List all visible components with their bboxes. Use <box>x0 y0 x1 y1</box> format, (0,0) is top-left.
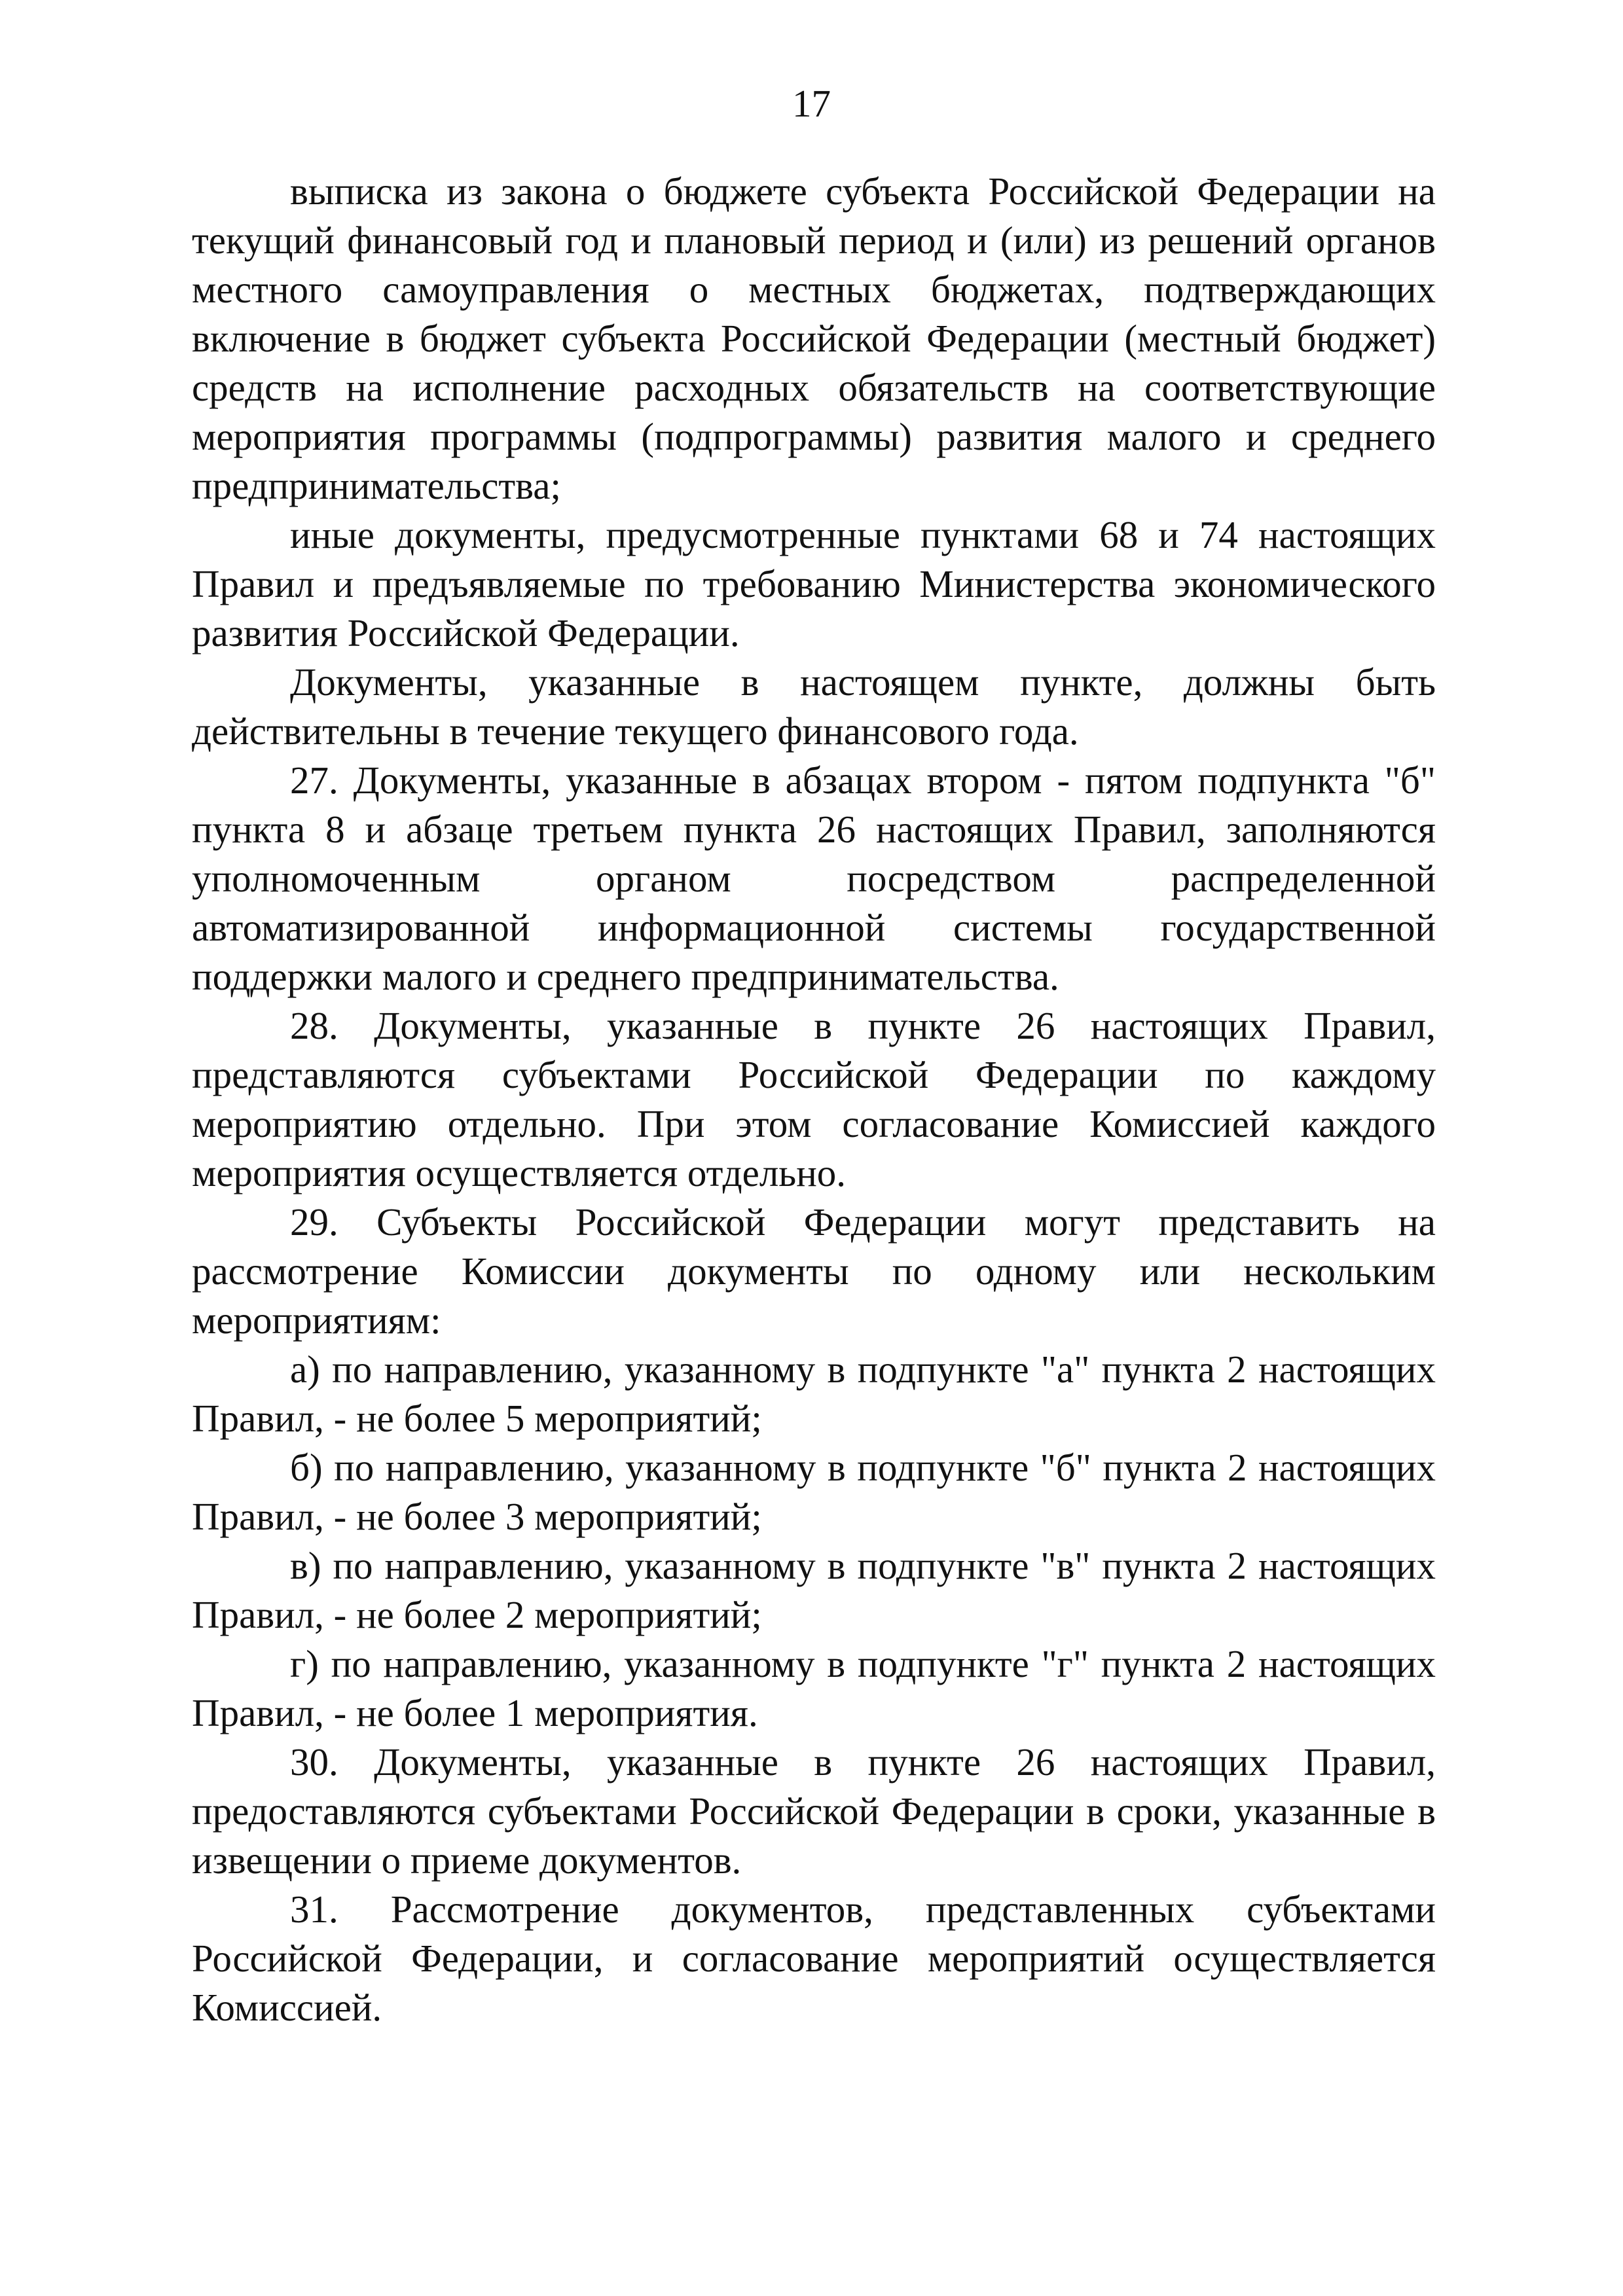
paragraph-item-29-b: б) по направлению, указанному в подпункте "б" пункта 2 настоящих Правил, - не более 3 мероприятий; <box>192 1446 1436 1538</box>
page-number: 17 <box>792 82 831 125</box>
paragraph-other-documents: иные документы, предусмотренные пунктами 68 и 74 настоящих Правил и предъявляемые по требованию Министерства экономического развития Российской Федерации. <box>192 513 1436 655</box>
paragraph-item-31: 31. Рассмотрение документов, представленных субъектами Российской Федерации, и согласование мероприятий осуществляется Комиссией. <box>192 1888 1436 2029</box>
paragraph-item-29: 29. Субъекты Российской Федерации могут представить на рассмотрение Комиссии документы по одному или нескольким мероприятиям: <box>192 1200 1436 1342</box>
paragraph-item-29-a: а) по направлению, указанному в подпункте "а" пункта 2 настоящих Правил, - не более 5 мероприятий; <box>192 1348 1436 1440</box>
paragraph-item-29-v: в) по направлению, указанному в подпункте "в" пункта 2 настоящих Правил, - не более 2 мероприятий; <box>192 1544 1436 1636</box>
paragraph-item-30: 30. Документы, указанные в пункте 26 настоящих Правил, предоставляются субъектами Российской Федерации в сроки, указанные в извещении о приеме документов. <box>192 1740 1436 1882</box>
paragraph-item-28: 28. Документы, указанные в пункте 26 настоящих Правил, представляются субъектами Российской Федерации по каждому мероприятию отдельно. При этом согласование Комиссией каждого мероприятия осуществляется отдельно. <box>192 1004 1436 1194</box>
paragraph-item-27: 27. Документы, указанные в абзацах втором - пятом подпункта "б" пункта 8 и абзаце третьем пункта 26 настоящих Правил, заполняются уполномоченным органом посредством распределенной автоматизированной информационной системы государственной поддержки малого и среднего предпринимательства. <box>192 759 1436 998</box>
paragraph-validity: Документы, указанные в настоящем пункте, должны быть действительны в течение текущего финансового года. <box>192 660 1436 753</box>
paragraph-budget-extract: выписка из закона о бюджете субъекта Российской Федерации на текущий финансовый год и плановый период и (или) из решений органов местного самоуправления о местных бюджетах, подтверждающих включение в бюджет субъекта Российской Федерации (местный бюджет) средств на исполнение расходных обязательств на соответствующие мероприятия программы (подпрограммы) развития малого и среднего предпринимательства; <box>192 170 1436 507</box>
paragraph-item-29-g: г) по направлению, указанному в подпункте "г" пункта 2 настоящих Правил, - не более 1 мероприятия. <box>192 1642 1436 1734</box>
document-body <box>192 167 1436 2032</box>
